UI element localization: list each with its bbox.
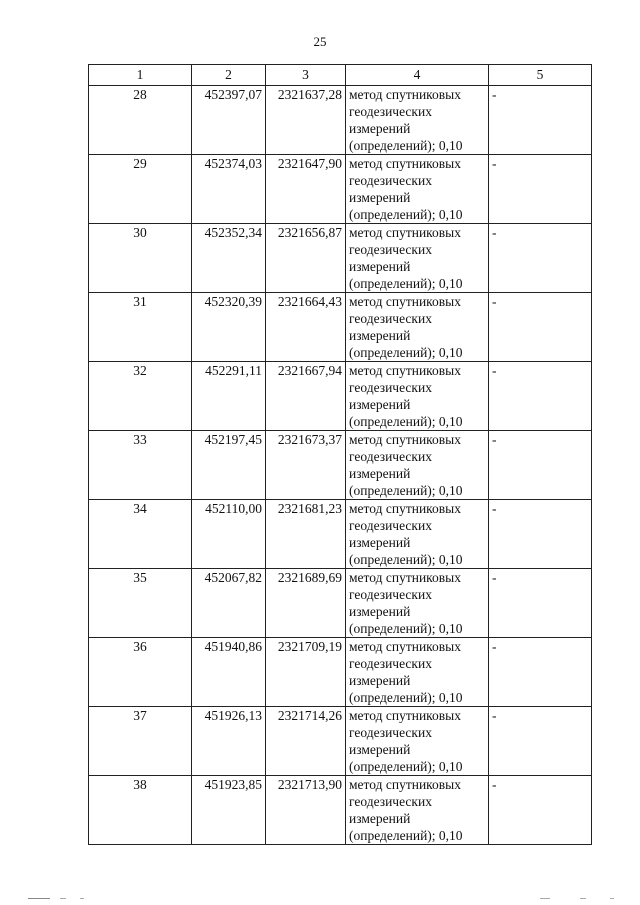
x-coordinate-cell: 452397,07 [192,86,266,155]
method-accuracy-cell: метод спутниковых геодезических измерений (определений); 0,10 [346,776,489,845]
y-coordinate-cell: 2321713,90 [266,776,346,845]
point-number-cell: 29 [89,155,192,224]
y-coordinate-cell: 2321667,94 [266,362,346,431]
method-accuracy-cell: метод спутниковых геодезических измерений (определений); 0,10 [346,569,489,638]
column-header-5: 5 [489,65,592,86]
point-number-cell: 35 [89,569,192,638]
point-number-cell: 28 [89,86,192,155]
x-coordinate-cell: 451926,13 [192,707,266,776]
x-coordinate-cell: 451940,86 [192,638,266,707]
scan-footer-marks [20,897,620,901]
note-cell: - [489,224,592,293]
method-accuracy-cell: метод спутниковых геодезических измерений (определений); 0,10 [346,362,489,431]
table-row [89,776,592,845]
note-cell: - [489,500,592,569]
note-cell: - [489,638,592,707]
page-number: 25 [313,34,327,49]
x-coordinate-cell: 452374,03 [192,155,266,224]
point-number-cell: 31 [89,293,192,362]
point-number-cell: 33 [89,431,192,500]
table-row [89,155,592,224]
x-coordinate-cell: 452197,45 [192,431,266,500]
column-header-1: 1 [89,65,192,86]
method-accuracy-cell: метод спутниковых геодезических измерений (определений); 0,10 [346,86,489,155]
x-coordinate-cell: 452291,11 [192,362,266,431]
y-coordinate-cell: 2321656,87 [266,224,346,293]
x-coordinate-cell: 452110,00 [192,500,266,569]
x-coordinate-cell: 452067,82 [192,569,266,638]
point-number-cell: 34 [89,500,192,569]
column-header-2: 2 [192,65,266,86]
note-cell: - [489,155,592,224]
note-cell: - [489,569,592,638]
y-coordinate-cell: 2321664,43 [266,293,346,362]
x-coordinate-cell: 451923,85 [192,776,266,845]
note-cell: - [489,293,592,362]
coordinates-table [88,64,592,845]
point-number-cell: 38 [89,776,192,845]
method-accuracy-cell: метод спутниковых геодезических измерений (определений); 0,10 [346,638,489,707]
method-accuracy-cell: метод спутниковых геодезических измерений (определений); 0,10 [346,224,489,293]
column-header-4: 4 [346,65,489,86]
point-number-cell: 32 [89,362,192,431]
y-coordinate-cell: 2321714,26 [266,707,346,776]
table-row [89,86,592,155]
table-row [89,707,592,776]
point-number-cell: 30 [89,224,192,293]
point-number-cell: 36 [89,638,192,707]
method-accuracy-cell: метод спутниковых геодезических измерений (определений); 0,10 [346,431,489,500]
table-row [89,569,592,638]
note-cell: - [489,362,592,431]
y-coordinate-cell: 2321637,28 [266,86,346,155]
table-row [89,362,592,431]
y-coordinate-cell: 2321689,69 [266,569,346,638]
note-cell: - [489,431,592,500]
method-accuracy-cell: метод спутниковых геодезических измерений (определений); 0,10 [346,500,489,569]
y-coordinate-cell: 2321681,23 [266,500,346,569]
point-number-cell: 37 [89,707,192,776]
note-cell: - [489,707,592,776]
table-row [89,500,592,569]
y-coordinate-cell: 2321647,90 [266,155,346,224]
x-coordinate-cell: 452352,34 [192,224,266,293]
note-cell: - [489,86,592,155]
table-row [89,293,592,362]
method-accuracy-cell: метод спутниковых геодезических измерений (определений); 0,10 [346,293,489,362]
column-header-3: 3 [266,65,346,86]
y-coordinate-cell: 2321709,19 [266,638,346,707]
note-cell: - [489,776,592,845]
table-row [89,431,592,500]
x-coordinate-cell: 452320,39 [192,293,266,362]
method-accuracy-cell: метод спутниковых геодезических измерений (определений); 0,10 [346,707,489,776]
table-row [89,638,592,707]
y-coordinate-cell: 2321673,37 [266,431,346,500]
table-row [89,224,592,293]
method-accuracy-cell: метод спутниковых геодезических измерений (определений); 0,10 [346,155,489,224]
table-header-row [89,65,592,86]
